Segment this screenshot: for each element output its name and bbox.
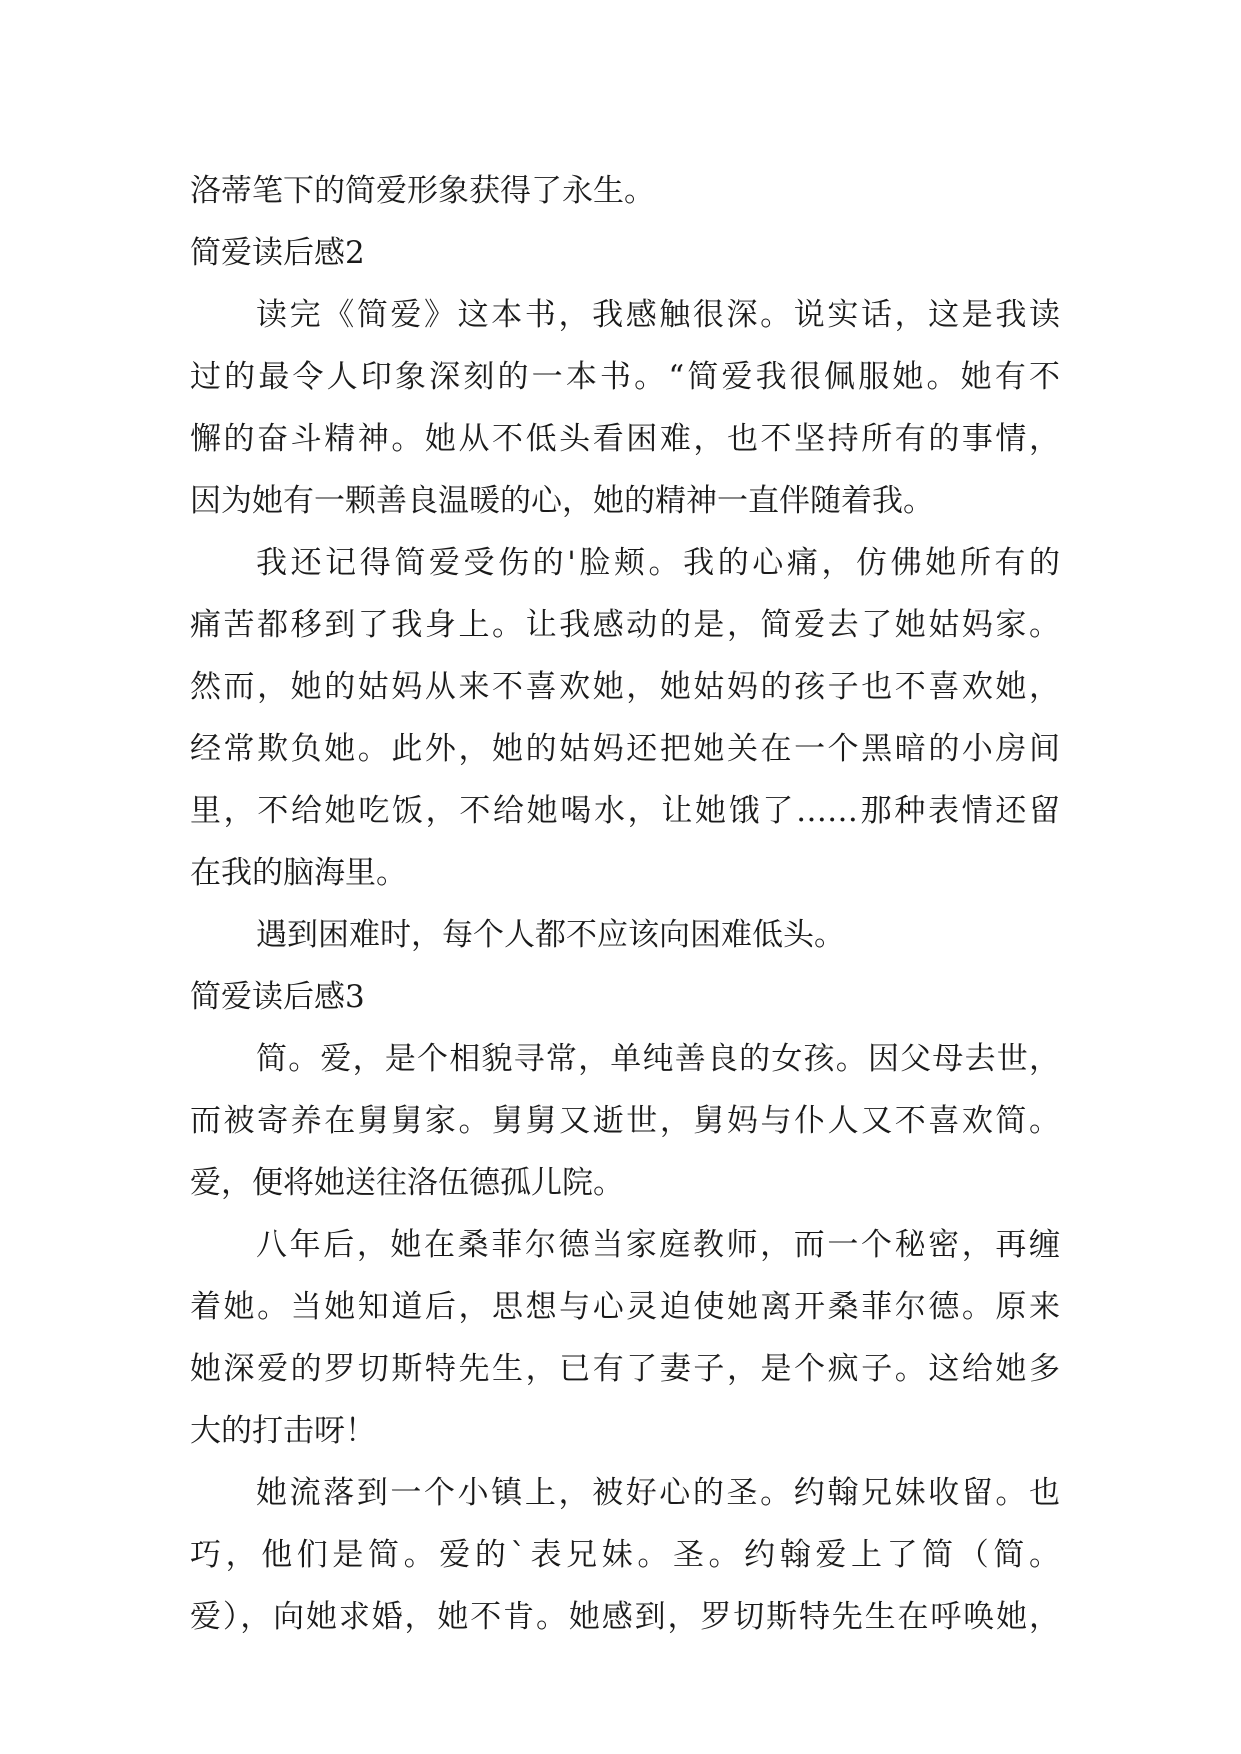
section-heading: 简爱读后感3 xyxy=(190,979,365,1015)
paragraph-line: 因为她有一颗善良温暖的心，她的精神一直伴随着我。 xyxy=(190,483,934,519)
paragraph-line: 八年后，她在桑菲尔德当家庭教师，而一个秘密，再缠 xyxy=(256,1227,1060,1263)
paragraph-line: 痛苦都移到了我身上。让我感动的是，简爱去了她姑妈家。 xyxy=(190,607,1060,643)
section-heading: 简爱读后感2 xyxy=(190,235,365,271)
paragraph-line: 而被寄养在舅舅家。舅舅又逝世，舅妈与仆人又不喜欢简。 xyxy=(190,1103,1060,1139)
paragraph-line: 然而，她的姑妈从来不喜欢她，她姑妈的孩子也不喜欢她， xyxy=(190,669,1060,705)
paragraph-line: 着她。当她知道后，思想与心灵迫使她离开桑菲尔德。原来 xyxy=(190,1289,1060,1325)
paragraph-line: 巧，他们是简。爱的`表兄妹。圣。约翰爱上了简（简。 xyxy=(190,1537,1060,1573)
paragraph-line: 她流落到一个小镇上，被好心的圣。约翰兄妹收留。也 xyxy=(256,1475,1060,1511)
document-body xyxy=(190,160,1060,1648)
paragraph-line: 大的打击呀！ xyxy=(190,1413,376,1449)
paragraph-line: 懈的奋斗精神。她从不低头看困难，也不坚持所有的事情， xyxy=(190,421,1060,457)
paragraph-line: 爱，便将她送往洛伍德孤儿院。 xyxy=(190,1165,624,1201)
paragraph-line: 遇到困难时，每个人都不应该向困难低头。 xyxy=(256,917,845,953)
paragraph-line: 简。爱，是个相貌寻常，单纯善良的女孩。因父母去世， xyxy=(256,1041,1060,1077)
paragraph-line: 我还记得简爱受伤的'脸颊。我的心痛，仿佛她所有的 xyxy=(256,545,1060,581)
paragraph-line: 经常欺负她。此外，她的姑妈还把她关在一个黑暗的小房间 xyxy=(190,731,1060,767)
paragraph-line: 读完《简爱》这本书，我感触很深。说实话，这是我读 xyxy=(256,297,1060,333)
paragraph-line: 她深爱的罗切斯特先生，已有了妻子，是个疯子。这给她多 xyxy=(190,1351,1060,1387)
paragraph-line: 过的最令人印象深刻的一本书。“简爱我很佩服她。她有不 xyxy=(190,359,1060,395)
paragraph-line: 在我的脑海里。 xyxy=(190,855,407,891)
paragraph-line: 爱），向她求婚，她不肯。她感到，罗切斯特先生在呼唤她， xyxy=(190,1599,1060,1635)
paragraph-line: 里，不给她吃饭，不给她喝水，让她饿了……那种表情还留 xyxy=(190,793,1060,829)
paragraph-line: 洛蒂笔下的简爱形象获得了永生。 xyxy=(190,173,655,209)
